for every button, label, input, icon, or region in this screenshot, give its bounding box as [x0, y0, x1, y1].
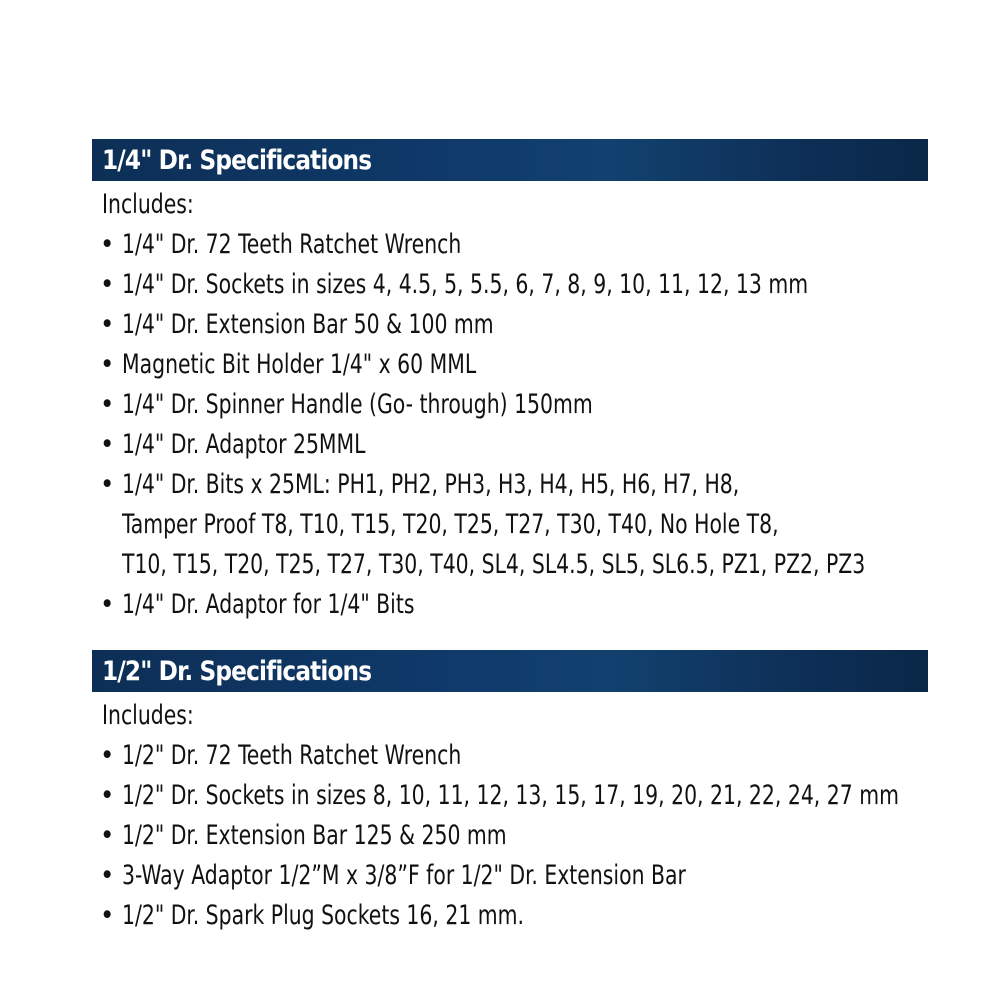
spec-list-item	[92, 776, 972, 816]
bullet-icon: •	[100, 309, 115, 340]
section-header-bar	[92, 650, 928, 692]
spec-item-text	[122, 385, 593, 425]
spec-item-line: Tamper Proof T8, T10, T15, T20, T25, T27, T30, T40, No Hole T8,	[122, 509, 779, 540]
spec-section-half-inch	[92, 650, 972, 936]
spec-item-text	[122, 585, 414, 625]
spec-item-line: 1/4" Dr. 72 Teeth Ratchet Wrench	[122, 229, 462, 260]
bullet-icon: •	[100, 389, 115, 420]
bullet-icon: •	[100, 349, 115, 380]
spec-item-text	[122, 816, 507, 856]
section-header-bar	[92, 139, 928, 181]
section-title: 1/2" Dr. Specifications	[102, 655, 372, 687]
spec-item-text	[122, 425, 366, 465]
bullet-icon: •	[100, 740, 115, 771]
spec-item-text	[122, 345, 476, 385]
bullet-icon: •	[100, 429, 115, 460]
spec-list-item	[92, 425, 972, 465]
spec-list-item	[92, 265, 972, 305]
spec-item-line: 1/4" Dr. Extension Bar 50 & 100 mm	[122, 309, 494, 340]
spec-item-line: 1/4" Dr. Adaptor for 1/4" Bits	[122, 589, 415, 620]
spec-item-text	[122, 465, 865, 585]
spec-list-item	[92, 225, 972, 265]
spec-list-item	[92, 305, 972, 345]
spec-item-line: 1/4" Dr. Spinner Handle (Go- through) 150mm	[122, 389, 593, 420]
bullet-icon: •	[100, 820, 115, 851]
bullet-icon: •	[100, 589, 115, 620]
spec-list-item	[92, 896, 972, 936]
spec-item-text	[122, 776, 899, 816]
bullet-icon: •	[100, 469, 115, 500]
spec-item-line: 1/2" Dr. Extension Bar 125 & 250 mm	[122, 820, 507, 851]
spec-list-item	[92, 816, 972, 856]
bullet-icon: •	[100, 900, 115, 931]
spec-item-text	[122, 305, 494, 345]
spec-item-text	[122, 225, 461, 265]
section-title: 1/4" Dr. Specifications	[102, 144, 372, 176]
spec-item-text	[122, 856, 686, 896]
spec-item-line: Magnetic Bit Holder 1/4" x 60 MML	[122, 349, 477, 380]
spec-item-text	[122, 736, 461, 776]
spec-item-line: 1/2" Dr. Spark Plug Sockets 16, 21 mm.	[122, 900, 525, 931]
bullet-icon: •	[100, 229, 115, 260]
bullet-icon: •	[100, 269, 115, 300]
includes-label: Includes:	[102, 700, 194, 731]
spec-list-item	[92, 736, 972, 776]
spec-item-line: 1/4" Dr. Adaptor 25MML	[122, 429, 366, 460]
spec-item-line: 3-Way Adaptor 1/2”M x 3/8”F for 1/2" Dr. Extension Bar	[122, 860, 686, 891]
spec-list-item	[92, 585, 972, 625]
spec-list-item	[92, 345, 972, 385]
spec-item-line: 1/2" Dr. Sockets in sizes 8, 10, 11, 12, 13, 15, 17, 19, 20, 21, 22, 24, 27 mm	[122, 780, 899, 811]
spec-item-line: 1/4" Dr. Sockets in sizes 4, 4.5, 5, 5.5, 6, 7, 8, 9, 10, 11, 12, 13 mm	[122, 269, 809, 300]
spec-item-line: 1/4" Dr. Bits x 25ML: PH1, PH2, PH3, H3, H4, H5, H6, H7, H8,	[122, 469, 740, 500]
spec-item-line: 1/2" Dr. 72 Teeth Ratchet Wrench	[122, 740, 462, 771]
spec-list-item	[92, 465, 972, 585]
spec-section-quarter-inch	[92, 139, 972, 625]
bullet-icon: •	[100, 780, 115, 811]
spec-item-text	[122, 265, 808, 305]
spec-list	[92, 736, 972, 936]
includes-label: Includes:	[102, 189, 194, 220]
spec-list	[92, 225, 972, 625]
bullet-icon: •	[100, 860, 115, 891]
spec-list-item	[92, 856, 972, 896]
spec-list-item	[92, 385, 972, 425]
spec-item-text	[122, 896, 524, 936]
spec-item-line: T10, T15, T20, T25, T27, T30, T40, SL4, SL4.5, SL5, SL6.5, PZ1, PZ2, PZ3	[122, 549, 866, 580]
